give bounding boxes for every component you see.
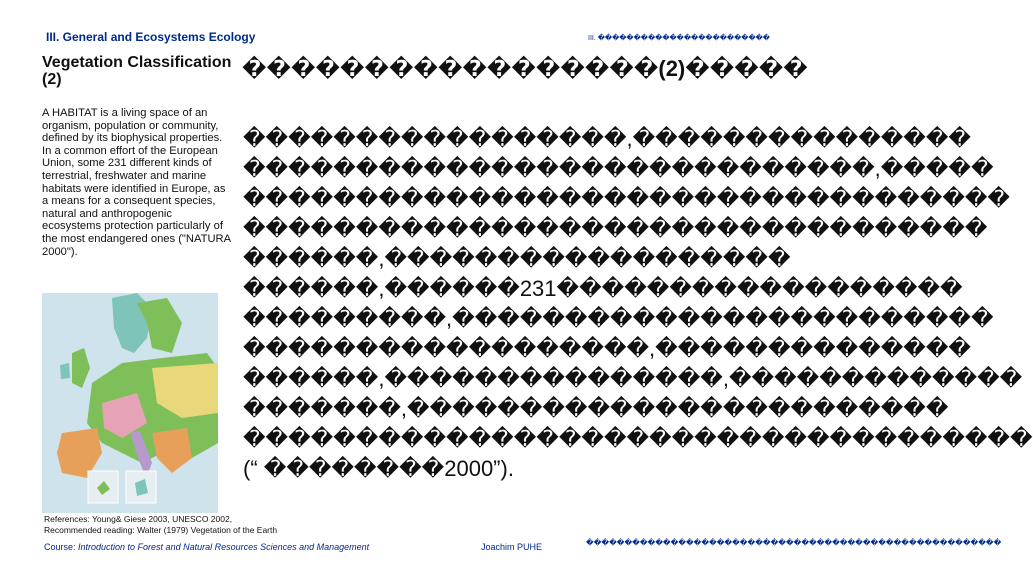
- footer-japanese: ������������������������������������������������������: [586, 538, 1002, 547]
- body-jp-line: �������,������������������������: [243, 396, 949, 421]
- footer-course-prefix: Course:: [44, 542, 79, 552]
- body-jp-line: ������,������������������: [243, 246, 791, 271]
- body-jp-line: ������������������,��������������: [243, 336, 971, 361]
- section-header-japanese: III. ������������������������: [588, 35, 770, 42]
- references-line: References: Young& Giese 2003, UNESCO 2002,: [44, 514, 233, 524]
- footer-course-name: Introduction to Forest and Natural Resources Sciences and Management: [78, 542, 370, 552]
- slide-title-english: Vegetation Classification (2): [42, 54, 232, 88]
- europe-map-graphic: [42, 293, 218, 513]
- body-jp-line: ���������������������������������: [243, 216, 988, 241]
- recommended-reading-line: Recommended reading: Walter (1979) Vegetation of the Earth: [44, 524, 278, 535]
- footer-author: Joachim PUHE: [481, 542, 543, 552]
- body-text-english: A HABITAT is a living space of an organism, population or community, defined by its biophysical properties. In a common effort of the European Union, some 231 different kinds of terrestrial, freshwater and marine habitats were identified in Europe, as a means for a consequent species, natural and anthropogenic ecosystems protection particularly of the most endangered ones ("NATURA 2000").: [42, 107, 231, 258]
- body-jp-line: �����������������������������������: [243, 426, 1033, 451]
- body-jp-line: ����������������������������������: [243, 186, 1010, 211]
- body-jp-line: (“ ��������2000”).: [243, 456, 514, 481]
- body-jp-line: ������,������231������������������: [243, 276, 963, 301]
- section-header: III. General and Ecosystems Ecology: [46, 30, 256, 44]
- references: [44, 514, 444, 535]
- europe-habitat-map: [42, 293, 218, 513]
- body-text-japanese: [243, 124, 1033, 481]
- body-jp-line: ���������,������������������������: [243, 306, 994, 331]
- slide-title-japanese: �����������������(2)�����: [242, 56, 808, 81]
- footer-course: [44, 542, 464, 552]
- body-jp-line: ����������������������������,�����: [243, 156, 994, 181]
- body-jp-line: �����������������,���������������: [243, 126, 971, 151]
- body-jp-line: ������,���������������,�������������: [243, 366, 1023, 391]
